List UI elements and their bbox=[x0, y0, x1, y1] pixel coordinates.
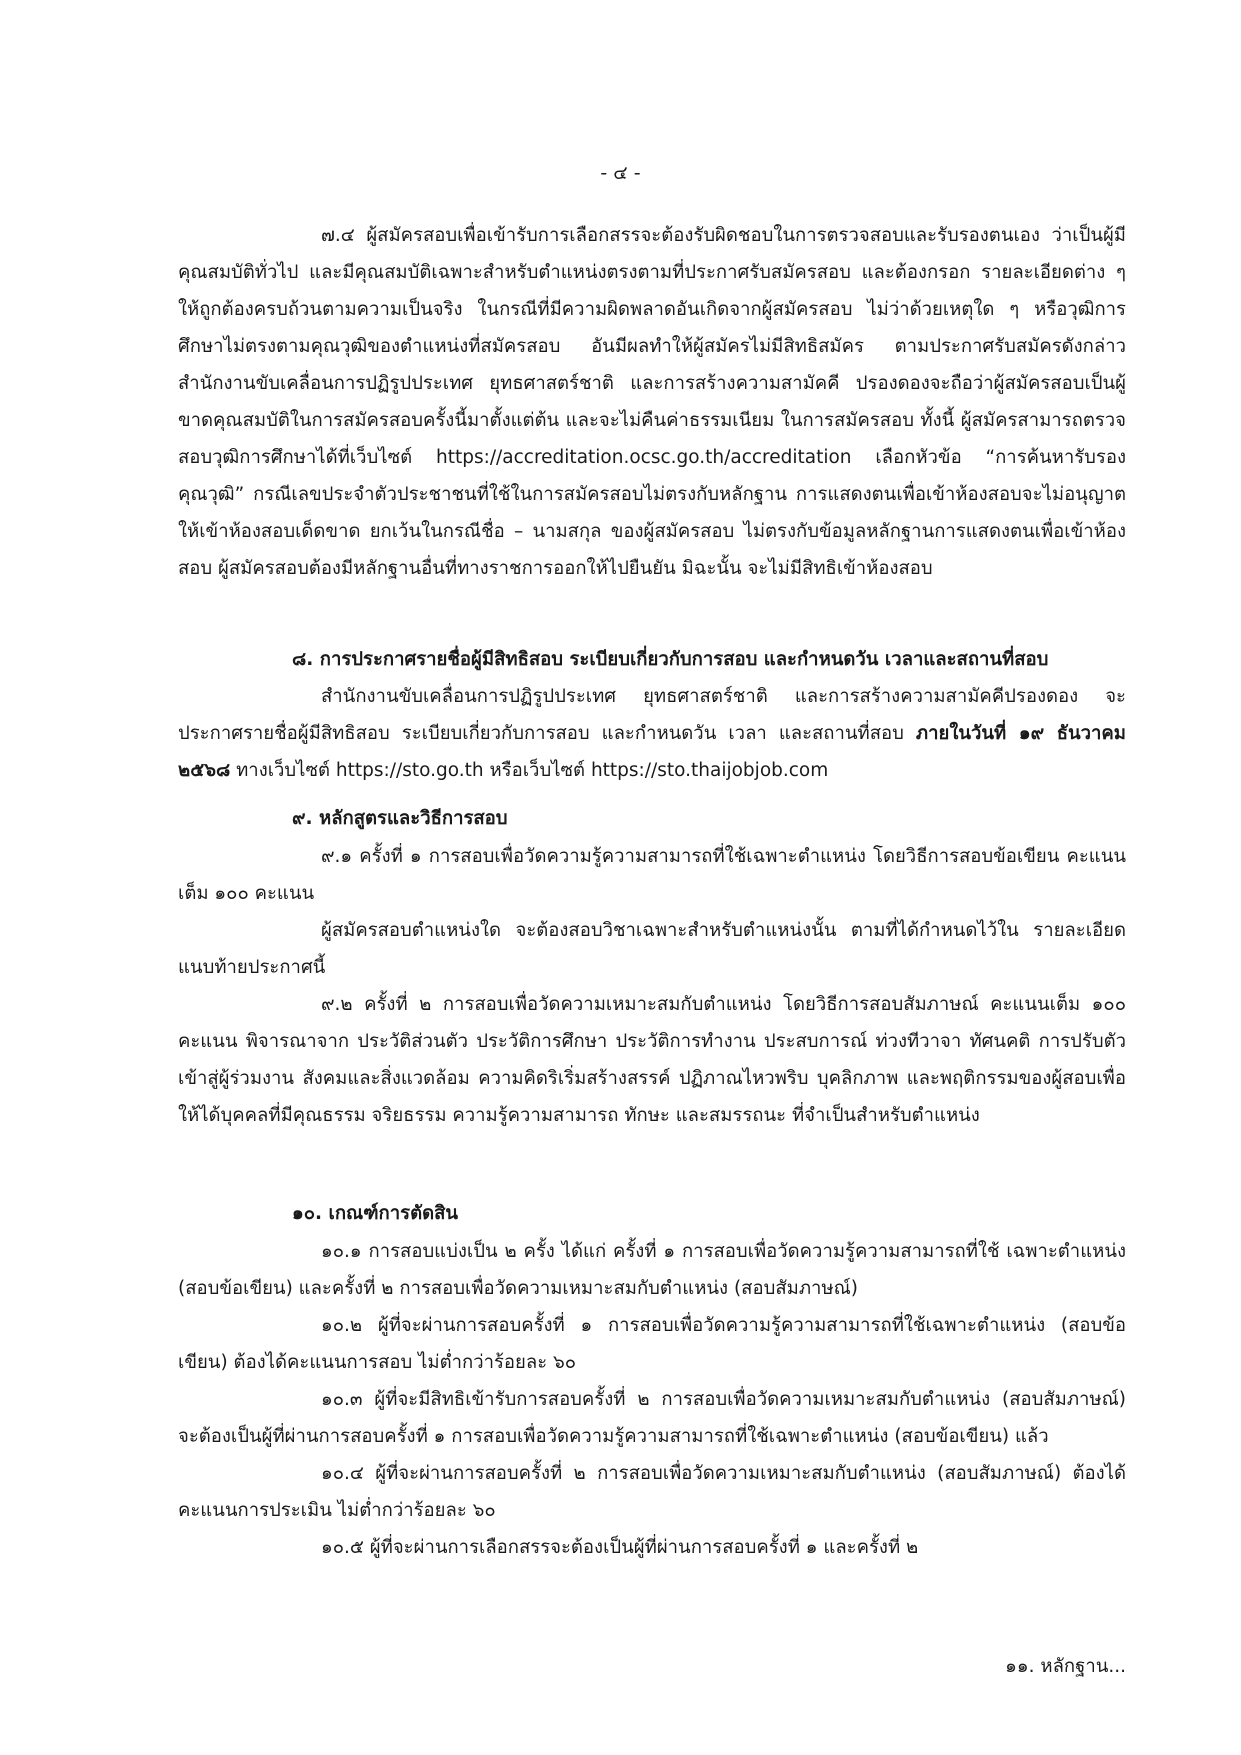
section-8-heading: ๘. การประกาศรายชื่อผู้มีสิทธิสอบ ระเบียบเกี่ยวกับการสอบ และกำหนดวัน เวลาและสถานที่สอบ bbox=[292, 649, 1049, 670]
section-8-date: ภายในวันที่ ๑๙ ธันวาคม ๒๕๖๘ bbox=[178, 723, 1126, 781]
section-10-1: ๑๐.๑ การสอบแบ่งเป็น ๒ ครั้ง ได้แก่ ครั้งที่ ๑ การสอบเพื่อวัดความรู้ความสามารถที่ใช้ เฉพาะตำแหน่ง (สอบข้อเขียน) และครั้งที่ ๒ การสอบเพื่อวัดความเหมาะสมกับตำแหน่ง (สอบสัมภาษณ์) bbox=[178, 1241, 1126, 1299]
section-10-4: ๑๐.๔ ผู้ที่จะผ่านการสอบครั้งที่ ๒ การสอบเพื่อวัดความเหมาะสมกับตำแหน่ง (สอบสัมภาษณ์) ต้องได้คะแนนการประเมิน ไม่ต่ำกว่าร้อยละ ๖๐ bbox=[178, 1463, 1126, 1521]
section-9-1: ๙.๑ ครั้งที่ ๑ การสอบเพื่อวัดความรู้ความสามารถที่ใช้เฉพาะตำแหน่ง โดยวิธีการสอบข้อเขียน คะแนนเต็ม ๑๐๐ คะแนน bbox=[178, 846, 1126, 904]
section-9 bbox=[178, 838, 1126, 1134]
section-8-text bbox=[178, 678, 1126, 789]
section-10-3: ๑๐.๓ ผู้ที่จะมีสิทธิเข้ารับการสอบครั้งที่ ๒ การสอบเพื่อวัดความเหมาะสมกับตำแหน่ง (สอบสัมภาษณ์) จะต้องเป็นผู้ที่ผ่านการสอบครั้งที่ ๑ การสอบเพื่อวัดความรู้ความสามารถที่ใช้เฉพาะตำแหน่ง (สอบข้อเขียน) แล้ว bbox=[178, 1389, 1126, 1447]
section-10-5: ๑๐.๕ ผู้ที่จะผ่านการเลือกสรรจะต้องเป็นผู้ที่ผ่านการสอบครั้งที่ ๑ และครั้งที่ ๒ bbox=[321, 1537, 919, 1558]
section-8-text-b: ทางเว็บไซต์ https://sto.go.th หรือเว็บไซต์ https://sto.thaijobjob.com bbox=[236, 760, 829, 781]
section-9-1-note: ผู้สมัครสอบตำแหน่งใด จะต้องสอบวิชาเฉพาะสำหรับตำแหน่งนั้น ตามที่ได้กำหนดไว้ใน รายละเอียดแนบท้ายประกาศนี้ bbox=[178, 920, 1126, 978]
section-10-heading: ๑๐. เกณฑ์การตัดสิน bbox=[292, 1203, 459, 1224]
section-7-4 bbox=[178, 217, 1126, 587]
section-10 bbox=[178, 1233, 1126, 1566]
section-9-heading: ๙. หลักสูตรและวิธีการสอบ bbox=[292, 808, 508, 829]
section-10-2: ๑๐.๒ ผู้ที่จะผ่านการสอบครั้งที่ ๑ การสอบเพื่อวัดความรู้ความสามารถที่ใช้เฉพาะตำแหน่ง (สอบข้อเขียน) ต้องได้คะแนนการสอบ ไม่ต่ำกว่าร้อยละ ๖๐ bbox=[178, 1315, 1126, 1373]
section-8 bbox=[178, 678, 1126, 789]
next-page-continuation: ๑๑. หลักฐาน... bbox=[1005, 1656, 1126, 1677]
section-8-text-a: สำนักงานขับเคลื่อนการปฏิรูปประเทศ ยุทธศาสตร์ชาติ และการสร้างความสามัคคีปรองดอง จะประกาศรายชื่อผู้มีสิทธิสอบ ระเบียบเกี่ยวกับการสอบ และกำหนดวัน เวลา และสถานที่สอบ bbox=[178, 686, 1126, 744]
page-number: - ๔ - bbox=[600, 162, 641, 184]
section-7-4-text: ๗.๔ ผู้สมัครสอบเพื่อเข้ารับการเลือกสรรจะต้องรับผิดชอบในการตรวจสอบและรับรองตนเอง ว่าเป็นผู้มีคุณสมบัติทั่วไป และมีคุณสมบัติเฉพาะสำหรับตำแหน่งตรงตามที่ประกาศรับสมัครสอบ และต้องกรอก รายละเอียดต่าง ๆ ให้ถูกต้องครบถ้วนตามความเป็นจริง ในกรณีที่มีความผิดพลาดอันเกิดจากผู้สมัครสอบ ไม่ว่าด้วยเหตุใด ๆ หรือวุฒิการศึกษาไม่ตรงตามคุณวุฒิของตำแหน่งที่สมัครสอบ อันมีผลทำให้ผู้สมัครไม่มีสิทธิสมัคร ตามประกาศรับสมัครดังกล่าว สำนักงานขับเคลื่อนการปฏิรูปประเทศ ยุทธศาสตร์ชาติ และการสร้างความสามัคคี ปรองดองจะถือว่าผู้สมัครสอบเป็นผู้ขาดคุณสมบัติในการสมัครสอบครั้งนี้มาตั้งแต่ต้น และจะไม่คืนค่าธรรมเนียม ในการสมัครสอบ ทั้งนี้ ผู้สมัครสามารถตรวจสอบวุฒิการศึกษาได้ที่เว็บไซต์ https://accreditation.ocsc.go.th/accreditation เลือกหัวข้อ “การค้นหารับรองคุณวุฒิ” กรณีเลขประจำตัวประชาชนที่ใช้ในการสมัครสอบไม่ตรงกับหลักฐาน การแสดงตนเพื่อเข้าห้องสอบจะไม่อนุญาตให้เข้าห้องสอบเด็ดขาด ยกเว้นในกรณีชื่อ – นามสกุล ของผู้สมัครสอบ ไม่ตรงกับข้อมูลหลักฐานการแสดงตนเพื่อเข้าห้องสอบ ผู้สมัครสอบต้องมีหลักฐานอื่นที่ทางราชการออกให้ไปยืนยัน มิฉะนั้น จะไม่มีสิทธิเข้าห้องสอบ bbox=[178, 225, 1126, 579]
section-9-2: ๙.๒ ครั้งที่ ๒ การสอบเพื่อวัดความเหมาะสมกับตำแหน่ง โดยวิธีการสอบสัมภาษณ์ คะแนนเต็ม ๑๐๐ คะแนน พิจารณาจาก ประวัติส่วนตัว ประวัติการศึกษา ประวัติการทำงาน ประสบการณ์ ท่วงทีวาจา ทัศนคติ การปรับตัวเข้าสู่ผู้ร่วมงาน สังคมและสิ่งแวดล้อม ความคิดริเริ่มสร้างสรรค์ ปฏิภาณไหวพริบ บุคลิกภาพ และพฤติกรรมของผู้สอบเพื่อให้ได้บุคคลที่มีคุณธรรม จริยธรรม ความรู้ความสามารถ ทักษะ และสมรรถนะ ที่จำเป็นสำหรับตำแหน่ง bbox=[178, 994, 1126, 1126]
